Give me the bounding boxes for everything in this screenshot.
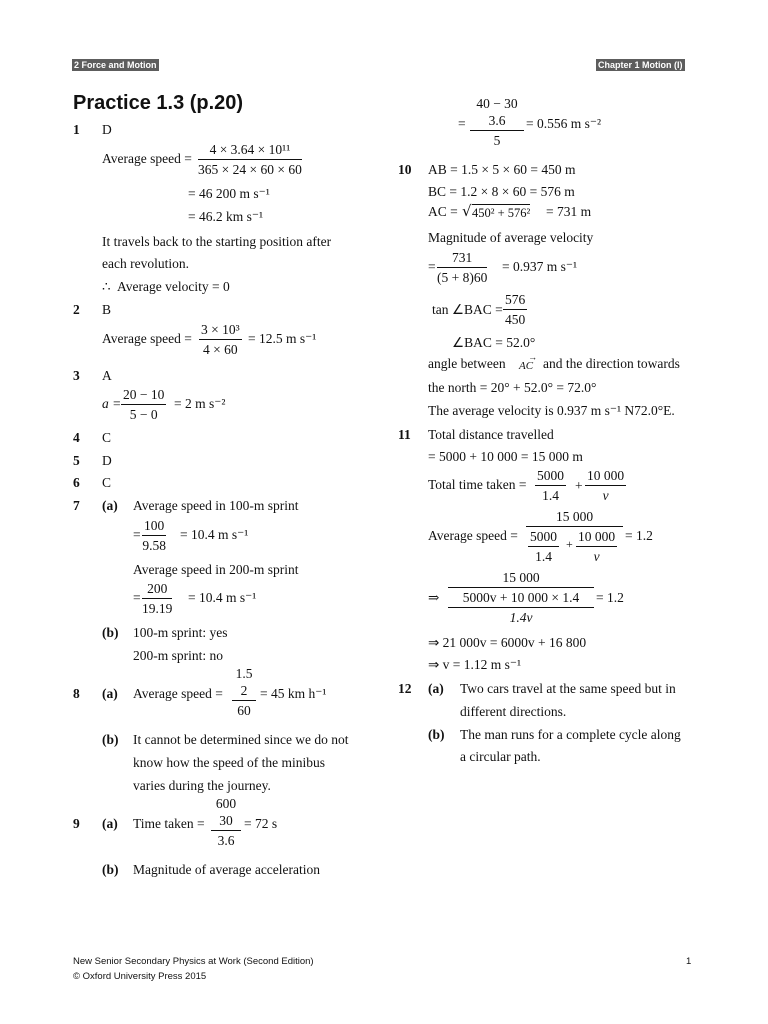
part-label: (b) bbox=[102, 862, 119, 877]
header-chapter-right: Chapter 1 Motion (I) bbox=[598, 60, 683, 70]
text-line: varies during the journey. bbox=[133, 778, 271, 793]
answer-choice: D bbox=[102, 453, 112, 468]
part-label: (a) bbox=[428, 681, 444, 696]
text-line: 200-m sprint: no bbox=[133, 648, 223, 663]
question-number: 5 bbox=[73, 453, 80, 468]
question-number: 4 bbox=[73, 430, 80, 445]
text-line: = 5000 + 10 000 = 15 000 m bbox=[428, 449, 583, 464]
question-number: 7 bbox=[73, 498, 80, 513]
fraction-top: 40 − 30 bbox=[476, 96, 518, 111]
fraction bbox=[535, 468, 566, 504]
fraction bbox=[121, 387, 166, 423]
sqrt-symbol: √ bbox=[462, 202, 472, 220]
text-line: Total time taken = bbox=[428, 477, 527, 492]
text-line: Magnitude of average velocity bbox=[428, 230, 594, 245]
compound-fraction bbox=[470, 96, 524, 149]
text-line: the north = 20° + 52.0° = 72.0° bbox=[428, 380, 597, 395]
question-number: 11 bbox=[398, 427, 411, 442]
fraction bbox=[437, 250, 487, 286]
text-line: = 1.2 bbox=[625, 528, 653, 543]
fraction-denominator: 19.19 bbox=[142, 601, 173, 616]
answer-choice: D bbox=[102, 122, 112, 137]
fraction bbox=[585, 468, 626, 504]
text-line: Average speed = bbox=[133, 686, 223, 701]
answer-choice: C bbox=[102, 475, 112, 490]
text-line: = 10.4 m s⁻¹ bbox=[180, 527, 249, 542]
text-line: ∠BAC = 52.0° bbox=[452, 335, 536, 350]
fraction-denominator: v bbox=[593, 549, 600, 564]
text-line: = 12.5 m s⁻¹ bbox=[248, 331, 317, 346]
text-line: ⇒ 21 000v = 6000v + 16 800 bbox=[428, 635, 587, 650]
plus-sign: + bbox=[575, 478, 583, 493]
fraction-bottom: 5 bbox=[493, 133, 501, 148]
fraction-top: 1.5 bbox=[235, 666, 253, 681]
text-line: Magnitude of average acceleration bbox=[133, 862, 321, 877]
part-label: (a) bbox=[102, 816, 118, 831]
text-line: 100-m sprint: yes bbox=[133, 625, 228, 640]
text-line: = bbox=[458, 116, 466, 131]
question-number: 12 bbox=[398, 681, 412, 696]
fraction-numerator: 10 000 bbox=[585, 468, 626, 486]
page-title: Practice 1.3 (p.20) bbox=[73, 92, 244, 114]
text-line: Average speed in 200-m sprint bbox=[133, 562, 299, 577]
fraction bbox=[142, 518, 166, 554]
text-line: The average velocity is 0.937 m s⁻¹ N72.0°E. bbox=[428, 403, 675, 418]
text-line: Average velocity = 0 bbox=[117, 279, 230, 294]
text-line: a = bbox=[102, 396, 122, 411]
fraction-numerator: 10 000 bbox=[576, 529, 617, 547]
text-line: Total distance travelled bbox=[428, 427, 554, 442]
text-line: = 46 200 m s⁻¹ bbox=[188, 186, 270, 201]
fraction-middle: 3.6 bbox=[470, 112, 524, 131]
part-label: (a) bbox=[102, 686, 118, 701]
question-number: 3 bbox=[73, 368, 80, 383]
fraction-denominator: 450 bbox=[505, 312, 526, 327]
text-line: = 0.937 m s⁻¹ bbox=[502, 259, 578, 274]
fraction-denominator: 1.4 bbox=[542, 488, 559, 503]
text-line: know how the speed of the minibus bbox=[133, 755, 325, 770]
fraction-denominator bbox=[526, 527, 623, 565]
fraction-numerator: 731 bbox=[437, 250, 487, 268]
text-line: AC = bbox=[428, 204, 458, 219]
text-line: and the direction towards bbox=[543, 356, 680, 371]
part-label: (b) bbox=[102, 732, 119, 747]
text-line: = bbox=[428, 259, 436, 274]
part-label: (a) bbox=[102, 498, 118, 513]
text-line: Time taken = bbox=[133, 816, 205, 831]
fraction-middle: 2 bbox=[232, 682, 256, 701]
text-line: It cannot be determined since we do not bbox=[133, 732, 349, 747]
fraction-denominator: 9.58 bbox=[142, 538, 166, 553]
text-line: = 1.2 bbox=[596, 590, 624, 605]
text-line: Average speed in 100-m sprint bbox=[133, 498, 299, 513]
compound-fraction bbox=[448, 570, 594, 626]
question-number: 2 bbox=[73, 302, 80, 317]
text-line: angle between bbox=[428, 356, 506, 371]
text-line: It travels back to the starting position after bbox=[102, 234, 332, 249]
header-chapter-left: 2 Force and Motion bbox=[74, 60, 157, 70]
fraction bbox=[142, 581, 172, 617]
question-number: 8 bbox=[73, 686, 80, 701]
text-line: ⇒ v = 1.12 m s⁻¹ bbox=[428, 657, 522, 672]
text-line: Average speed = bbox=[102, 151, 192, 166]
text-line: = 731 m bbox=[546, 204, 592, 219]
text-line: a circular path. bbox=[460, 749, 541, 764]
compound-fraction bbox=[526, 509, 623, 565]
compound-fraction bbox=[232, 666, 256, 719]
text-line: = bbox=[133, 527, 141, 542]
vector-ac bbox=[515, 354, 537, 372]
fraction-numerator: 20 − 10 bbox=[121, 387, 166, 405]
text-line: = 45 km h⁻¹ bbox=[260, 686, 327, 701]
question-number: 10 bbox=[398, 162, 412, 177]
text-line: Two cars travel at the same speed but in bbox=[460, 681, 676, 696]
text-line: tan ∠BAC = bbox=[432, 302, 503, 317]
question-number: 1 bbox=[73, 122, 80, 137]
fraction-numerator: 100 bbox=[142, 518, 166, 536]
fraction-bottom: 3.6 bbox=[217, 833, 235, 848]
text-line: = 72 s bbox=[244, 816, 278, 831]
fraction-bottom: 1.4v bbox=[509, 610, 533, 625]
radicand: 450² + 576² bbox=[472, 206, 531, 220]
fraction-denominator: (5 + 8)60 bbox=[437, 270, 488, 285]
vector-arrow-icon: → bbox=[528, 352, 538, 362]
text-line: different directions. bbox=[460, 704, 567, 719]
fraction-middle: 30 bbox=[211, 812, 241, 831]
fraction bbox=[503, 292, 527, 328]
fraction-numerator: 5000 bbox=[528, 529, 559, 547]
fraction-denominator: 4 × 60 bbox=[203, 342, 238, 357]
fraction-bottom: 60 bbox=[237, 703, 251, 718]
fraction-numerator: 4 × 3.64 × 10¹¹ bbox=[198, 142, 302, 160]
footer-book-title: New Senior Secondary Physics at Work (Second Edition) bbox=[73, 956, 314, 967]
fraction-denominator: v bbox=[602, 488, 609, 503]
page-number: 1 bbox=[686, 956, 692, 967]
answer-choice: A bbox=[102, 368, 112, 383]
text-line: Average speed = bbox=[428, 528, 518, 543]
fraction-top: 15 000 bbox=[448, 570, 594, 588]
plus-sign: + bbox=[566, 537, 573, 551]
fraction-numerator: 3 × 10³ bbox=[199, 322, 242, 340]
vector-label: AC bbox=[519, 360, 534, 372]
text-line: = bbox=[133, 590, 141, 605]
text-line: = 10.4 m s⁻¹ bbox=[188, 590, 257, 605]
text-line: = 2 m s⁻² bbox=[174, 396, 226, 411]
text-line: The man runs for a complete cycle along bbox=[460, 727, 681, 742]
implies-symbol: ⇒ bbox=[428, 590, 440, 606]
question-number: 9 bbox=[73, 816, 80, 831]
fraction-middle: 5000v + 10 000 × 1.4 bbox=[448, 588, 594, 608]
text-line: = 46.2 km s⁻¹ bbox=[188, 209, 264, 224]
text-line: BC = 1.2 × 8 × 60 = 576 m bbox=[428, 184, 575, 199]
part-label: (b) bbox=[102, 625, 119, 640]
text-line: Average speed = bbox=[102, 331, 192, 346]
fraction-numerator: 576 bbox=[503, 292, 527, 310]
fraction-denominator: 1.4 bbox=[535, 549, 552, 564]
text-line: each revolution. bbox=[102, 256, 189, 271]
footer-copyright: © Oxford University Press 2015 bbox=[73, 971, 207, 982]
fraction-denominator: 5 − 0 bbox=[129, 407, 158, 422]
fraction-numerator: 200 bbox=[142, 581, 172, 599]
text-line: = 0.556 m s⁻² bbox=[526, 116, 602, 131]
text-line: AB = 1.5 × 5 × 60 = 450 m bbox=[428, 162, 576, 177]
answer-choice: B bbox=[102, 302, 112, 317]
fraction-numerator: 15 000 bbox=[526, 509, 623, 527]
compound-fraction bbox=[211, 796, 241, 849]
therefore-symbol: ∴ bbox=[102, 279, 111, 295]
answer-choice: C bbox=[102, 430, 112, 445]
fraction bbox=[199, 322, 242, 358]
fraction-top: 600 bbox=[215, 796, 237, 811]
fraction-numerator: 5000 bbox=[535, 468, 566, 486]
part-label: (b) bbox=[428, 727, 445, 742]
fraction bbox=[198, 142, 302, 178]
fraction-denominator: 365 × 24 × 60 × 60 bbox=[198, 162, 302, 177]
question-number: 6 bbox=[73, 475, 80, 490]
